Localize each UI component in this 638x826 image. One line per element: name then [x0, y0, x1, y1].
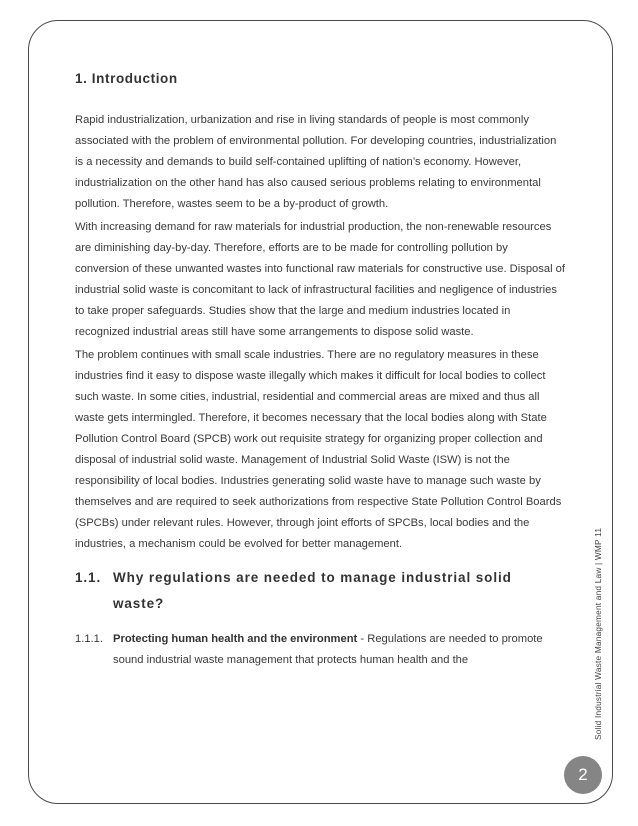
subsection-title: Why regulations are needed to manage industrial solid waste?	[113, 570, 512, 611]
subsection-heading	[75, 565, 565, 617]
paragraph-1: Rapid industrialization, urbanization and rise in living standards of people is most commonly associated with the problem of environmental pollution. For developing countries, industrialization is a necessity and demands to build self-contained uplifting of nation’s economy. However, industrialization on the other hand has also caused serious problems relating to environmental pollution. Therefore, wastes seem to be a by-product of growth.	[75, 114, 557, 210]
document-body	[75, 71, 565, 671]
sub-subsection-number: 1.1.1.	[75, 633, 103, 645]
paragraph-3: The problem continues with small scale industries. There are no regulatory measures in these industries find it easy to dispose waste illegally which makes it difficult for local bodies to collect such waste. In some cities, industrial, residential and commercial areas are mixed and thus all waste gets intermingled. Therefore, it becomes necessary that the local bodies along with State Pollution Control Board (SPCB) work out requisite strategy for organizing proper collection and disposal of industrial solid waste. Management of Industrial Solid Waste (ISW) is not the responsibility of local bodies. Industries generating solid waste have to manage such waste by themselves and are required to seek authorizations from respective State Pollution Control Boards (SPCBs) under relevant rules. However, through joint efforts of SPCBs, local bodies and the industries, a mechanism could be evolved for better management.	[75, 349, 562, 550]
page-number-badge: 2	[564, 756, 602, 794]
sub-subsection	[75, 629, 565, 671]
sub-subsection-body	[113, 629, 565, 671]
section-heading-introduction: 1. Introduction	[75, 71, 178, 86]
sub-subsection-title: Protecting human health and the environment	[113, 633, 358, 645]
sub-subsection-text: - Regulations are needed to promote sound industrial waste management that protects human health and the	[113, 633, 543, 666]
paragraph-2: With increasing demand for raw materials for industrial production, the non-renewable resources are diminishing day-by-day. Therefore, efforts are to be made for controlling pollution by conversion of these unwanted wastes into functional raw materials for constructive use. Disposal of industrial solid waste is concomitant to lack of infrastructural facilities and negligence of industries to take proper safeguards. Studies show that the large and medium industries located in recognized industrial areas still have some arrangements to dispose solid waste.	[75, 221, 566, 338]
subsection-number: 1.1.	[75, 570, 102, 585]
running-footer-vertical: Solid Industrial Waste Management and Law | WMP 11	[593, 527, 603, 740]
